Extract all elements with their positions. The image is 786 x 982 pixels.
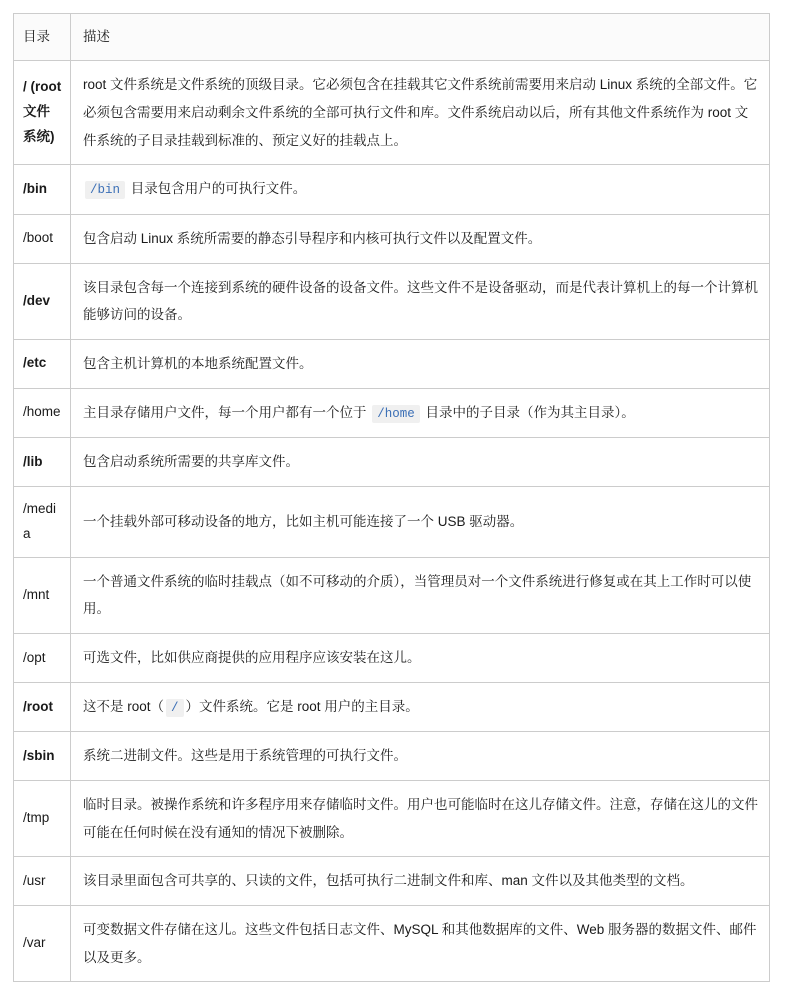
description-text: 临时目录。被操作系统和许多程序用来存储临时文件。用户也可能临时在这儿存储文件。注意，存储在这儿的文件可能在任何时候在没有通知的情况下被删除。 [83,797,758,840]
directory-description-cell [71,438,770,487]
table-row [14,781,770,857]
inline-code-path: / [166,699,184,717]
table-body [14,61,770,982]
filesystem-directory-table [13,13,770,982]
description-text: 主目录存储用户文件，每一个用户都有一个位于 [83,404,371,420]
directory-description-cell [71,906,770,982]
directory-name-cell: /home [14,388,71,438]
directory-description-cell [71,557,770,633]
description-text: 包含启动 Linux 系统所需要的静态引导程序和内核可执行文件以及配置文件。 [83,230,542,246]
description-text: ）文件系统。它是 root 用户的主目录。 [185,698,419,714]
table-row [14,165,770,215]
directory-name-cell: /root [14,682,71,732]
table-header-row [14,14,770,61]
table-header [14,14,770,61]
table-row [14,906,770,982]
directory-name-cell: /tmp [14,781,71,857]
table-row [14,61,770,165]
inline-code-path: /home [372,405,420,423]
table-row [14,682,770,732]
table-row [14,634,770,683]
directory-description-cell [71,165,770,215]
directory-name-cell: /sbin [14,732,71,781]
directory-description-cell [71,486,770,557]
directory-name-cell: /dev [14,263,71,339]
directory-name-cell: /usr [14,857,71,906]
description-text: 该目录里面包含可共享的、只读的文件，包括可执行二进制文件和库、man 文件以及其他类型的文档。 [83,873,694,889]
directory-name-cell: /boot [14,214,71,263]
directory-description-cell [71,214,770,263]
directory-description-cell [71,388,770,438]
table-row [14,339,770,388]
directory-name-cell: /lib [14,438,71,487]
directory-name-cell: /var [14,906,71,982]
description-text: 一个挂载外部可移动设备的地方，比如主机可能连接了一个 USB 驱动器。 [83,514,524,529]
table-row [14,486,770,557]
directory-description-cell [71,732,770,781]
directory-name-cell: /etc [14,339,71,388]
description-text: 目录中的子目录（作为其主目录）。 [421,404,635,420]
directory-description-cell [71,263,770,339]
directory-description-cell [71,61,770,165]
column-header-directory: 目录 [14,14,71,61]
column-header-description: 描述 [71,14,770,61]
description-text: 可变数据文件存储在这儿。这些文件包括日志文件、MySQL 和其他数据库的文件、Web 服务器的数据文件、邮件以及更多。 [83,922,757,965]
table-row [14,214,770,263]
description-text: 可选文件，比如供应商提供的应用程序应该安装在这儿。 [83,650,421,666]
description-text: 一个普通文件系统的临时挂载点（如不可移动的介质），当管理员对一个文件系统进行修复或在其上工作时可以使用。 [83,573,752,617]
description-text: 这不是 root（ [83,698,165,714]
description-text: 包含启动系统所需要的共享库文件。 [83,454,299,470]
directory-description-cell [71,682,770,732]
directory-name-cell: /mnt [14,557,71,633]
directory-description-cell [71,339,770,388]
directory-name-cell: /opt [14,634,71,683]
description-text: root 文件系统是文件系统的顶级目录。它必须包含在挂载其它文件系统前需要用来启动 Linux 系统的全部文件。它必须包含需要用来启动剩余文件系统的全部可执行文件和库。文件系统启动以后，所有其他文件系统作为 root 文件系统的子目录挂载到标准的、预定义好的挂载点上。 [83,77,758,148]
directory-description-cell [71,781,770,857]
directory-name-cell: /bin [14,165,71,215]
directory-name-cell: / (root 文件系统) [14,61,71,165]
description-text: 包含主机计算机的本地系统配置文件。 [83,355,313,371]
description-text: 目录包含用户的可执行文件。 [127,181,307,197]
description-text: 系统二进制文件。这些是用于系统管理的可执行文件。 [83,748,407,764]
table-row [14,388,770,438]
table-row [14,438,770,487]
table-row [14,857,770,906]
description-text: 该目录包含每一个连接到系统的硬件设备的设备文件。这些文件不是设备驱动，而是代表计算机上的每一个计算机能够访问的设备。 [83,279,758,323]
table-row [14,732,770,781]
directory-description-cell [71,634,770,683]
table-row [14,557,770,633]
inline-code-path: /bin [85,181,125,199]
table-row [14,263,770,339]
directory-name-cell: /media [14,486,71,557]
directory-description-cell [71,857,770,906]
